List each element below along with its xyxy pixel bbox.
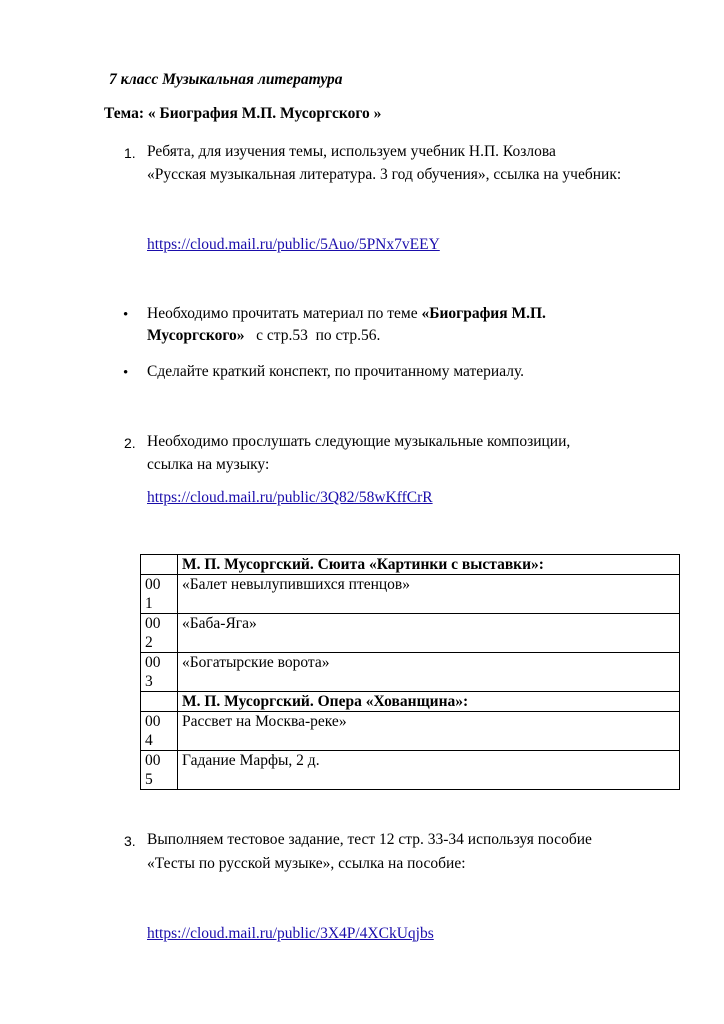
row-number-cell: 00 5 (141, 751, 178, 790)
row-number-cell (141, 692, 178, 712)
bullet-dot: • (123, 365, 129, 381)
textbook-link[interactable]: https://cloud.mail.ru/public/5Auo/5PNx7vEEY (147, 236, 440, 253)
step-2-number: 2. (124, 435, 136, 451)
piece-title-cell: Гадание Марфы, 2 д. (178, 751, 680, 790)
music-pieces-table (140, 554, 680, 790)
section-header-cell: М. П. Мусоргский. Опера «Хованщина»: (178, 692, 680, 712)
step-3-number: 3. (124, 833, 136, 849)
piece-title-cell: «Балет невылупившихся птенцов» (178, 575, 680, 614)
bullet-read-pages: с стр.53 по стр.56. (244, 327, 381, 344)
music-link[interactable]: https://cloud.mail.ru/public/3Q82/58wKffCrR (147, 489, 433, 506)
step-3-line-1: Выполняем тестовое задание, тест 12 стр. 33-34 используя пособие (147, 831, 592, 848)
bullet-read-material-line-2 (147, 326, 380, 346)
piece-title-cell: «Баба-Яга» (178, 614, 680, 653)
table-row (141, 712, 680, 751)
row-number-cell: 00 2 (141, 614, 178, 653)
class-subject-line: 7 класс Музыкальная литература (109, 71, 343, 88)
step-3-line-2: «Тесты по русской музыке», ссылка на пособие: (147, 855, 466, 872)
table-row (141, 653, 680, 692)
bullet-read-composer-bold: Мусоргского» (147, 327, 245, 344)
step-1-line-1: Ребята, для изучения темы, используем учебник Н.П. Козлова (147, 143, 556, 160)
bullet-read-plain: Необходимо прочитать материал по теме (147, 305, 422, 322)
row-number-cell: 00 3 (141, 653, 178, 692)
table-row (141, 614, 680, 653)
row-number-cell (141, 555, 178, 575)
bullet-read-topic-bold: «Биография М.П. (421, 305, 546, 322)
piece-title-cell: Рассвет на Москва-реке» (178, 712, 680, 751)
table-row (141, 555, 680, 575)
step-2-line-1: Необходимо прослушать следующие музыкальные композиции, (147, 433, 571, 450)
topic-title: Тема: « Биография М.П. Мусоргского » (104, 105, 382, 122)
step-1-line-2: «Русская музыкальная литература. 3 год обучения», ссылка на учебник: (147, 166, 622, 183)
row-number-cell: 00 4 (141, 712, 178, 751)
bullet-summary: Сделайте краткий конспект, по прочитанному материалу. (147, 363, 525, 380)
table-row (141, 692, 680, 712)
step-2-line-2: ссылка на музыку: (147, 456, 270, 473)
step-1-number: 1. (124, 145, 136, 161)
row-number-cell: 00 1 (141, 575, 178, 614)
section-header-cell: М. П. Мусоргский. Сюита «Картинки с выставки»: (178, 555, 680, 575)
table-row (141, 575, 680, 614)
test-book-link[interactable]: https://cloud.mail.ru/public/3X4P/4XCkUqjbs (147, 925, 434, 942)
piece-title-cell: «Богатырские ворота» (178, 653, 680, 692)
table-row (141, 751, 680, 790)
bullet-read-material-line-1 (147, 304, 546, 324)
bullet-dot: • (123, 307, 129, 323)
